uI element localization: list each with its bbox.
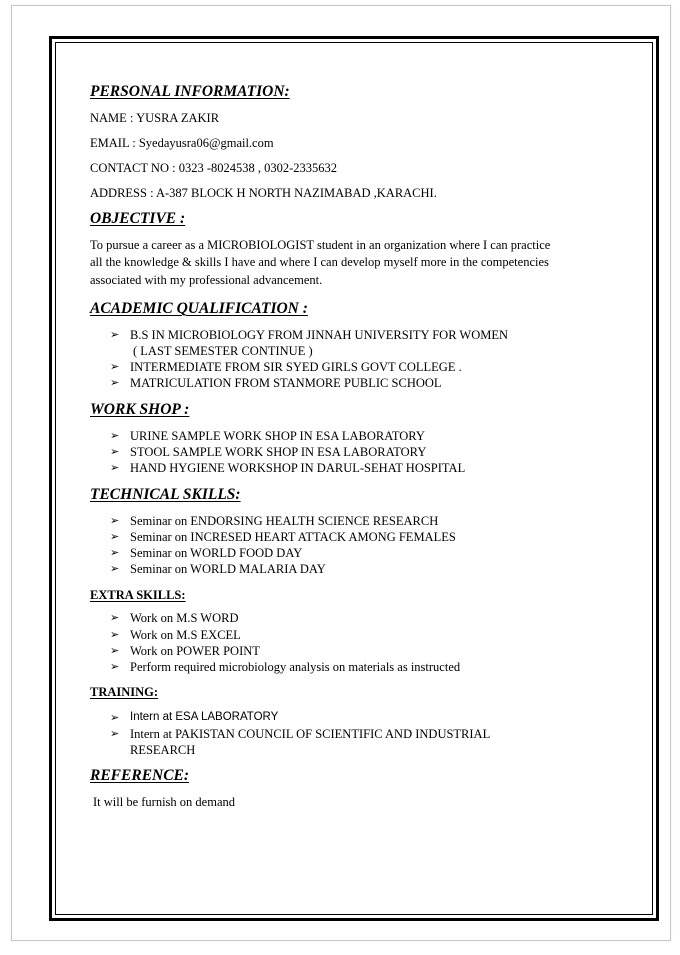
name-line: NAME : YUSRA ZAKIR bbox=[90, 111, 220, 125]
address-line: ADDRESS : A-387 BLOCK H NORTH NAZIMABAD ,KARACHI. bbox=[90, 186, 437, 200]
objective-line-3: associated with my professional advancement. bbox=[90, 273, 323, 287]
arrow-bullet-icon: ➢ bbox=[110, 462, 120, 474]
personal-info-heading: PERSONAL INFORMATION: bbox=[90, 83, 290, 100]
arrow-bullet-icon: ➢ bbox=[110, 728, 120, 740]
arrow-bullet-icon: ➢ bbox=[110, 612, 120, 624]
arrow-bullet-icon: ➢ bbox=[110, 515, 120, 527]
arrow-bullet-icon: ➢ bbox=[110, 661, 120, 673]
arrow-bullet-icon: ➢ bbox=[110, 531, 120, 543]
arrow-bullet-icon: ➢ bbox=[110, 629, 120, 641]
reference-text: It will be furnish on demand bbox=[93, 795, 235, 809]
arrow-bullet-icon: ➢ bbox=[110, 361, 120, 373]
arrow-bullet-icon: ➢ bbox=[110, 446, 120, 458]
extra-skills-heading: EXTRA SKILLS: bbox=[90, 588, 186, 602]
contact-line: CONTACT NO : 0323 -8024538 , 0302-2335632 bbox=[90, 161, 338, 175]
arrow-bullet-icon: ➢ bbox=[110, 645, 120, 657]
arrow-bullet-icon: ➢ bbox=[110, 712, 120, 724]
arrow-bullet-icon: ➢ bbox=[110, 563, 120, 575]
arrow-bullet-icon: ➢ bbox=[110, 547, 120, 559]
objective-line-1: To pursue a career as a MICROBIOLOGIST student in an organization where I can practice bbox=[90, 238, 551, 252]
list-item-continuation: ( LAST SEMESTER CONTINUE ) bbox=[133, 344, 313, 358]
list-item-continuation: RESEARCH bbox=[130, 743, 196, 757]
reference-heading: REFERENCE: bbox=[90, 767, 190, 784]
objective-line-2: all the knowledge & skills I have and where I can develop myself more in the competencies bbox=[90, 255, 549, 269]
training-heading: TRAINING: bbox=[90, 685, 159, 699]
technical-skills-heading: TECHNICAL SKILLS: bbox=[90, 486, 241, 503]
objective-heading: OBJECTIVE : bbox=[90, 210, 186, 227]
arrow-bullet-icon: ➢ bbox=[110, 329, 120, 341]
email-line: EMAIL : Syedayusra06@gmail.com bbox=[90, 136, 274, 150]
academic-heading: ACADEMIC QUALIFICATION : bbox=[90, 300, 308, 317]
workshop-heading: WORK SHOP : bbox=[90, 401, 190, 418]
arrow-bullet-icon: ➢ bbox=[110, 377, 120, 389]
arrow-bullet-icon: ➢ bbox=[110, 430, 120, 442]
